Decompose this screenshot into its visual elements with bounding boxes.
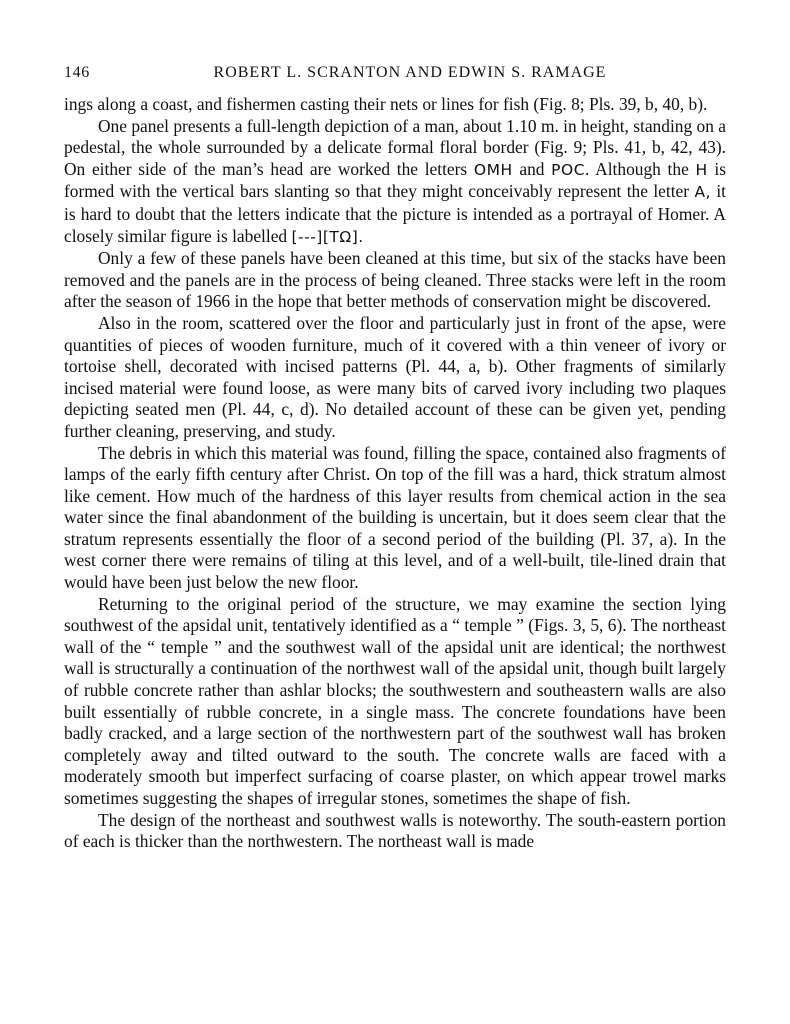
text-run: . Although the: [585, 158, 696, 179]
text-run: is formed with the vertical bars slanting so that they might conceivably represent the letter: [64, 158, 726, 202]
text-run: One panel presents a full-length depiction of a man, about 1.10 m. in height, standing on a pedestal, the whole surrounded by a delicate formal floral border (Fig. 9; Pls. 41, b, 42, 43). On either side of the man’s head are worked the letters: [64, 115, 726, 179]
paragraph-temple: Returning to the original period of the structure, we may examine the section lying southwest of the apsidal unit, tentatively identified as a “ temple ” (Figs. 3, 5, 6). The northeast wall of the “ temple ” and the southwest wall of the apsidal unit are identical; the northwest wall is structurally a continuation of the northwest wall of the apsidal unit, though built largely of rubble concrete rather than ashlar blocks; the southwestern and southeastern walls are also built essentially of rubble concrete, in a single mass. The concrete foundations have been badly cracked, and a large section of the northwestern part of the southwest wall has broken completely away and tilted outward to the south. The concrete walls are faced with a moderately smooth but imperfect surfacing of coarse plaster, on which appear trowel marks sometimes suggesting the shapes of irregular stones, sometimes the shape of fish.: [64, 593, 726, 808]
running-head: [64, 60, 726, 88]
paragraph-walls-design: The design of the northeast and southwest walls is noteworthy. The south-eastern portion of each is thicker than the northwestern. The northeast wall is made: [64, 809, 726, 852]
greek-label: [---][TΩ].: [291, 227, 364, 246]
greek-letters-omh: OMH: [473, 160, 513, 179]
greek-letter-h: H: [695, 160, 708, 179]
text-run: and: [512, 158, 552, 179]
text-run: it is hard to doubt that the letters indicate that the picture is intended as a portrayal of Homer. A closely similar figure is labelled: [64, 181, 726, 246]
running-head-authors: ROBERT L. SCRANTON AND EDWIN S. RAMAGE: [213, 64, 607, 81]
paragraph-furniture: Also in the room, scattered over the floor and particularly just in front of the apse, were quantities of pieces of wooden furniture, much of it covered with a thin veneer of ivory or tortoise shell, decorated with incised patterns (Pl. 44, a, b). Other fragments of similarly incised material were found loose, as were many bits of carved ivory including two plaques depicting seated men (Pl. 44, c, d). No detailed account of these can be given yet, pending further cleaning, preserving, and study.: [64, 312, 726, 441]
paragraph-debris: The debris in which this material was found, filling the space, contained also fragments of lamps of the early fifth century after Christ. On top of the fill was a hard, thick stratum almost like cement. How much of the hardness of this layer results from chemical action in the sea water since the final abandonment of the building is uncertain, but it does seem clear that the stratum represents essentially the floor of a second period of the building (Pl. 37, a). In the west corner there were remains of tiling at this level, and of a well-built, tile-lined drain that would have been just below the new floor.: [64, 442, 726, 593]
paragraph-homer-panel: [64, 116, 726, 249]
paragraph-continuation: ings along a coast, and fishermen casting their nets or lines for fish (Fig. 8; Pls. 39, b, 40, b).: [64, 94, 708, 114]
body-text: [64, 94, 726, 853]
greek-letters-poc: POC: [551, 160, 586, 179]
greek-letter-a: A,: [694, 183, 711, 202]
paragraph-panels-cleaning: Only a few of these panels have been cleaned at this time, but six of the stacks have been removed and the panels are in the process of being cleaned. Three stacks were left in the room after the season of 1966 in the hope that better methods of conservation might be discovered.: [64, 248, 726, 312]
page: [64, 60, 726, 853]
page-number: 146: [64, 64, 90, 81]
